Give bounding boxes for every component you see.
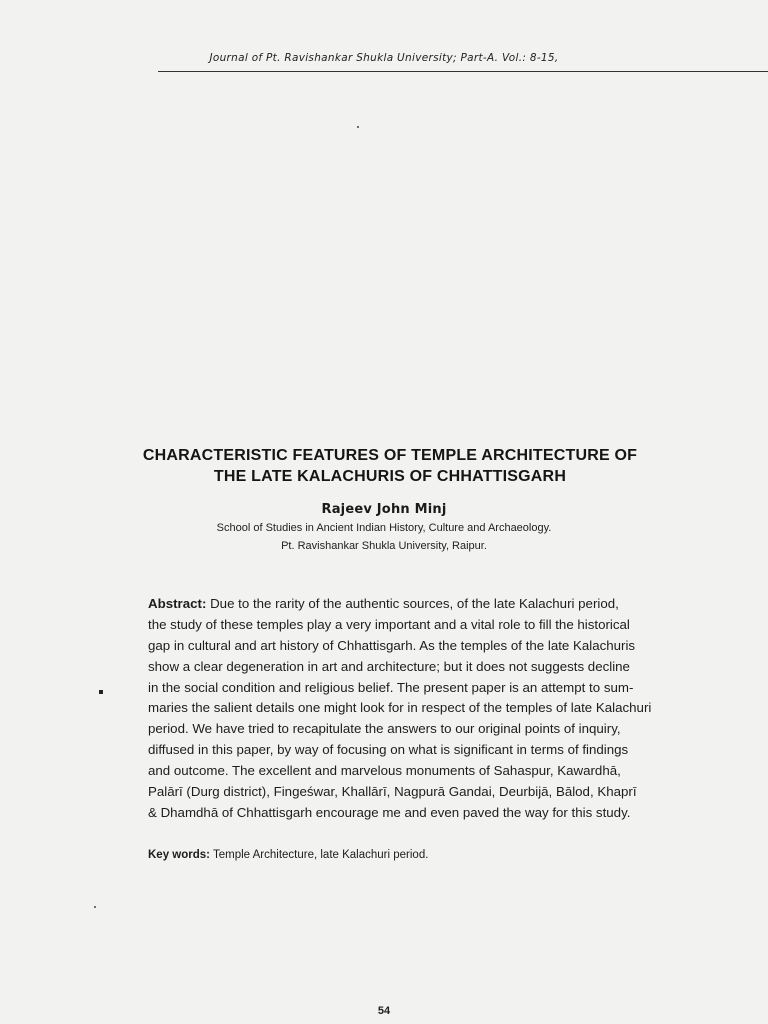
- author-affiliation: [0, 519, 768, 555]
- abstract-line: gap in cultural and art history of Chhattisgarh. As the temples of the late Kalachuris: [148, 637, 636, 653]
- abstract-label: Abstract:: [148, 596, 207, 611]
- affiliation-line: School of Studies in Ancient Indian History, Culture and Archaeology.: [216, 522, 552, 534]
- abstract-line: and outcome. The excellent and marvelous monuments of Sahaspur, Kawardhā,: [148, 763, 621, 779]
- abstract: [148, 594, 652, 824]
- abstract-text: Due to the rarity of the authentic sources, of the late Kalachuri period,: [206, 596, 619, 611]
- page-number: 54: [377, 1005, 391, 1017]
- abstract-line: maries the salient details one might look for in respect of the temples of late Kalachuri: [148, 700, 652, 716]
- abstract-line: Palārī (Durg district), Fingeśwar, Khallārī, Nagpurā Gandai, Deurbijā, Bālod, Khaprī: [148, 784, 637, 800]
- article-title: [100, 445, 680, 487]
- affiliation-line: Pt. Ravishankar Shukla University, Raipur.: [281, 540, 487, 552]
- journal-running-header: Journal of Pt. Ravishankar Shukla University; Part-A. Vol.: 8-15,: [209, 52, 559, 64]
- abstract-line: [148, 594, 648, 615]
- article-title-line: THE LATE KALACHURIS OF CHHATTISGARH: [213, 468, 567, 485]
- scan-speck: [357, 126, 359, 128]
- abstract-line: in the social condition and religious belief. The present paper is an attempt to sum-: [148, 679, 634, 695]
- keywords-label: Key words:: [148, 849, 210, 861]
- margin-mark: [99, 690, 103, 694]
- abstract-line: diffused in this paper, by way of focusing on what is significant in terms of findings: [148, 742, 629, 758]
- article-title-line: CHARACTERISTIC FEATURES OF TEMPLE ARCHITECTURE OF: [142, 447, 638, 464]
- abstract-line: the study of these temples play a very important and a vital role to fill the historical: [148, 616, 630, 632]
- header-rule: [158, 71, 768, 72]
- abstract-line: show a clear degeneration in art and architecture; but it does not suggests decline: [148, 658, 630, 674]
- keywords-text: Temple Architecture, late Kalachuri period.: [210, 849, 429, 861]
- author-name: Rajeev John Minj: [321, 502, 447, 517]
- abstract-line: & Dhamdhā of Chhattisgarh encourage me and even paved the way for this study.: [148, 804, 631, 820]
- keywords: [148, 849, 428, 861]
- scan-speck: [94, 906, 96, 908]
- abstract-line: period. We have tried to recapitulate the answers to our original points of inquiry,: [148, 721, 621, 737]
